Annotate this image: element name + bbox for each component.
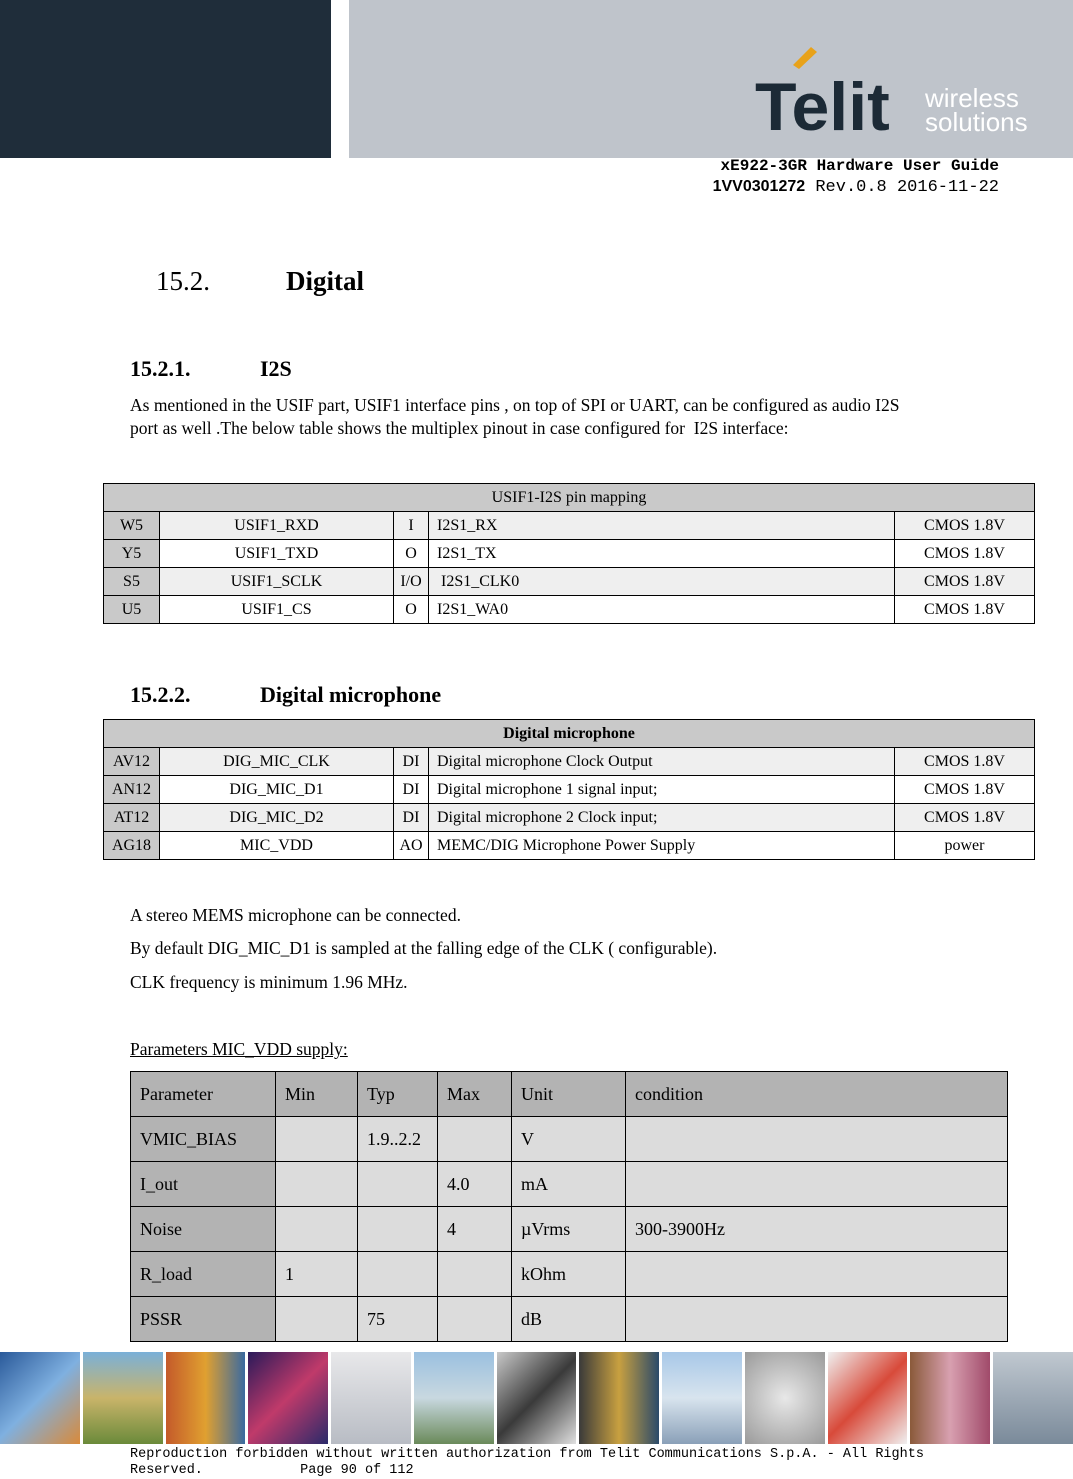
footer-copyright-line-2: Reserved. Page 90 of 112 [130, 1463, 414, 1478]
param-cell [626, 1252, 1008, 1297]
column-header: Parameter [131, 1072, 276, 1117]
param-cell: 4 [438, 1207, 512, 1252]
revision-date: 2016-11-22 [896, 178, 999, 197]
telit-logo [755, 45, 1045, 140]
pin-function: MEMC/DIG Microphone Power Supply [429, 832, 895, 860]
i2s-heading-number: 15.2.1. [130, 356, 191, 381]
pin-direction: I/O [394, 568, 429, 596]
column-header: Min [276, 1072, 358, 1117]
param-cell: µVrms [512, 1207, 626, 1252]
param-cell [626, 1162, 1008, 1207]
pin-function: Digital microphone 2 Clock input; [429, 804, 895, 832]
param-cell [626, 1297, 1008, 1342]
table-row [104, 832, 1035, 860]
pin-level: CMOS 1.8V [895, 540, 1035, 568]
param-cell: mA [512, 1162, 626, 1207]
pin-name: USIF1_CS [160, 596, 394, 624]
pin-ball: U5 [104, 596, 160, 624]
pin-level: power [895, 832, 1035, 860]
section-title: Digital [286, 266, 364, 296]
mic-text-line-3: CLK frequency is minimum 1.96 MHz. [130, 972, 408, 992]
param-cell: 1.9..2.2 [358, 1117, 438, 1162]
param-cell: dB [512, 1297, 626, 1342]
pin-ball: Y5 [104, 540, 160, 568]
table-row [104, 568, 1035, 596]
param-cell: V [512, 1117, 626, 1162]
mic-heading-number: 15.2.2. [130, 682, 191, 707]
table-header-row [131, 1072, 1008, 1117]
param-cell: 300-3900Hz [626, 1207, 1008, 1252]
footer-photo [83, 1352, 163, 1444]
pin-level: CMOS 1.8V [895, 568, 1035, 596]
i2s-table-caption: USIF1-I2S pin mapping [104, 484, 1035, 512]
pin-function: I2S1_TX [429, 540, 895, 568]
pin-name: DIG_MIC_CLK [160, 748, 394, 776]
logo-tagline-2: solutions [925, 107, 1028, 137]
table-row [131, 1162, 1008, 1207]
param-cell [276, 1297, 358, 1342]
i2s-paragraph-line-1: As mentioned in the USIF part, USIF1 interface pins , on top of SPI or UART, can be configured as audio I2S [130, 395, 900, 415]
footer-photo [579, 1352, 659, 1444]
pin-direction: DI [394, 804, 429, 832]
param-cell: R_load [131, 1252, 276, 1297]
pin-ball: AG18 [104, 832, 160, 860]
footer-photo [910, 1352, 990, 1444]
pin-ball: AT12 [104, 804, 160, 832]
pin-direction: I [394, 512, 429, 540]
param-cell [626, 1117, 1008, 1162]
table-row [104, 596, 1035, 624]
document-code: 1VV0301272 [712, 178, 806, 195]
column-header: Unit [512, 1072, 626, 1117]
param-cell [358, 1162, 438, 1207]
param-cell: VMIC_BIAS [131, 1117, 276, 1162]
pin-level: CMOS 1.8V [895, 804, 1035, 832]
param-cell [438, 1252, 512, 1297]
param-cell [358, 1207, 438, 1252]
document-revision [560, 178, 999, 197]
table-row [131, 1297, 1008, 1342]
pin-ball: AV12 [104, 748, 160, 776]
param-cell: 4.0 [438, 1162, 512, 1207]
pin-direction: DI [394, 776, 429, 804]
logo-brand: Telit [755, 69, 890, 140]
i2s-paragraph-line-2: port as well .The below table shows the multiplex pinout in case configured for I2S interface: [130, 418, 789, 438]
pin-name: DIG_MIC_D2 [160, 804, 394, 832]
pin-direction: AO [394, 832, 429, 860]
mic-heading-title: Digital microphone [260, 682, 442, 707]
footer-photo [662, 1352, 742, 1444]
mic-text-line-1: A stereo MEMS microphone can be connected. [130, 905, 461, 925]
pin-ball: AN12 [104, 776, 160, 804]
table-row [104, 776, 1035, 804]
footer-copyright-line-1: Reproduction forbidden without written authorization from Telit Communications S.p.A. - All Rights [130, 1447, 924, 1462]
pin-name: USIF1_RXD [160, 512, 394, 540]
param-cell [276, 1117, 358, 1162]
pin-function: Digital microphone Clock Output [429, 748, 895, 776]
footer-photo [331, 1352, 411, 1444]
param-cell [438, 1117, 512, 1162]
pin-name: USIF1_SCLK [160, 568, 394, 596]
table-row [131, 1207, 1008, 1252]
pin-direction: DI [394, 748, 429, 776]
param-cell [358, 1252, 438, 1297]
footer-photo [745, 1352, 825, 1444]
mic-table-caption: Digital microphone [104, 720, 1035, 748]
params-heading: Parameters MIC_VDD supply: [130, 1039, 348, 1059]
table-row [104, 540, 1035, 568]
pin-direction: O [394, 596, 429, 624]
pin-name: USIF1_TXD [160, 540, 394, 568]
param-cell: 75 [358, 1297, 438, 1342]
param-cell [276, 1162, 358, 1207]
mic-text-line-2: By default DIG_MIC_D1 is sampled at the falling edge of the CLK ( configurable). [130, 938, 718, 958]
footer-photo [248, 1352, 328, 1444]
pin-function: I2S1_RX [429, 512, 895, 540]
param-cell: PSSR [131, 1297, 276, 1342]
footer-photo [414, 1352, 494, 1444]
param-cell: I_out [131, 1162, 276, 1207]
section-number: 15.2. [156, 266, 210, 296]
footer-photo [0, 1352, 80, 1444]
pin-level: CMOS 1.8V [895, 596, 1035, 624]
footer-photo [166, 1352, 246, 1444]
footer-photo [828, 1352, 908, 1444]
pin-name: MIC_VDD [160, 832, 394, 860]
pin-ball: W5 [104, 512, 160, 540]
pin-function: I2S1_WA0 [429, 596, 895, 624]
table-row [131, 1252, 1008, 1297]
pin-level: CMOS 1.8V [895, 776, 1035, 804]
footer-photo [497, 1352, 577, 1444]
mic-pin-table [103, 719, 1035, 860]
footer-photo [993, 1352, 1073, 1444]
param-cell: kOhm [512, 1252, 626, 1297]
param-cell: 1 [276, 1252, 358, 1297]
revision-label: Rev.0.8 [815, 178, 887, 197]
footer-photo-strip [0, 1352, 1073, 1444]
i2s-heading-title: I2S [260, 356, 292, 381]
pin-ball: S5 [104, 568, 160, 596]
table-row [104, 748, 1035, 776]
pin-level: CMOS 1.8V [895, 748, 1035, 776]
pin-direction: O [394, 540, 429, 568]
logo-tagline-1: wireless [925, 83, 1019, 113]
param-cell [276, 1207, 358, 1252]
param-cell [438, 1297, 512, 1342]
pin-function: I2S1_CLK0 [429, 568, 895, 596]
table-row [131, 1117, 1008, 1162]
table-row [104, 512, 1035, 540]
pin-level: CMOS 1.8V [895, 512, 1035, 540]
column-header: Max [438, 1072, 512, 1117]
param-cell: Noise [131, 1207, 276, 1252]
pin-name: DIG_MIC_D1 [160, 776, 394, 804]
i2s-pin-table [103, 483, 1035, 624]
params-table [130, 1071, 1008, 1342]
pin-function: Digital microphone 1 signal input; [429, 776, 895, 804]
document-title: xE922-3GR Hardware User Guide [720, 157, 999, 175]
header-dark-panel [0, 0, 331, 158]
column-header: Typ [358, 1072, 438, 1117]
table-row [104, 804, 1035, 832]
column-header: condition [626, 1072, 1008, 1117]
